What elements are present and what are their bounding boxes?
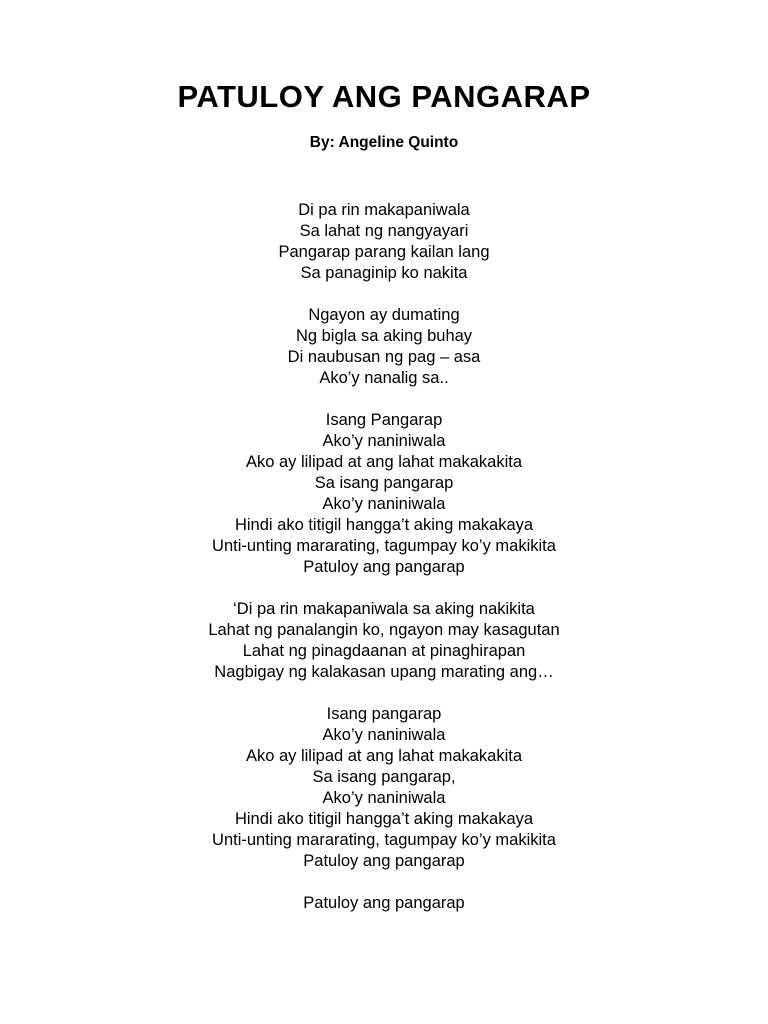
lyric-line: ‘Di pa rin makapaniwala sa aking nakikita <box>233 600 535 618</box>
lyric-line: Isang pangarap <box>326 705 442 723</box>
stanza <box>0 599 768 683</box>
lyric-line: Di naubusan ng pag – asa <box>287 348 481 366</box>
lyric-line: Hindi ako titigil hangga’t aking makakaya <box>234 516 534 534</box>
lyric-line: Patuloy ang pangarap <box>303 852 465 870</box>
lyric-line: Hindi ako titigil hangga’t aking makakaya <box>234 810 534 828</box>
lyric-line: Ngayon ay dumating <box>308 306 460 324</box>
lyric-line: Patuloy ang pangarap <box>303 894 465 912</box>
stanza <box>0 305 768 389</box>
lyric-line: Ako ay lilipad at ang lahat makakakita <box>245 747 523 765</box>
lyric-line: Ako’y naniniwala <box>322 726 446 744</box>
lyric-line: Ng bigla sa aking buhay <box>295 327 473 345</box>
lyric-line: Nagbigay ng kalakasan upang marating ang… <box>214 663 554 681</box>
song-byline: By: Angeline Quinto <box>309 134 459 151</box>
lyric-line: Ako’y naniniwala <box>322 495 446 513</box>
lyric-line: Isang Pangarap <box>325 411 443 429</box>
lyric-line: Sa isang pangarap <box>314 474 454 492</box>
lyric-line: Sa panaginip ko nakita <box>300 264 468 282</box>
stanza <box>0 704 768 872</box>
lyric-line: Unti-unting mararating, tagumpay ko’y makikita <box>212 831 556 849</box>
lyric-line: Lahat ng panalangin ko, ngayon may kasagutan <box>208 621 560 639</box>
lyric-line: Sa isang pangarap, <box>312 768 456 786</box>
lyric-line: Ako’y naniniwala <box>322 789 446 807</box>
song-title: PATULOY ANG PANGARAP <box>177 79 591 114</box>
stanza <box>0 893 768 914</box>
lyric-line: Sa lahat ng nangyayari <box>299 222 469 240</box>
lyric-line: Unti-unting mararating, tagumpay ko’y makikita <box>212 537 556 555</box>
lyric-line: Ako’y nanalig sa.. <box>319 369 449 387</box>
lyric-line: Ako ay lilipad at ang lahat makakakita <box>245 453 523 471</box>
lyric-line: Pangarap parang kailan lang <box>278 243 490 261</box>
lyrics-body <box>0 200 768 935</box>
lyric-line: Patuloy ang pangarap <box>303 558 465 576</box>
lyric-line: Lahat ng pinagdaanan at pinaghirapan <box>242 642 526 660</box>
lyric-line: Di pa rin makapaniwala <box>298 201 470 219</box>
stanza <box>0 410 768 578</box>
lyric-line: Ako’y naniniwala <box>322 432 446 450</box>
stanza <box>0 200 768 284</box>
